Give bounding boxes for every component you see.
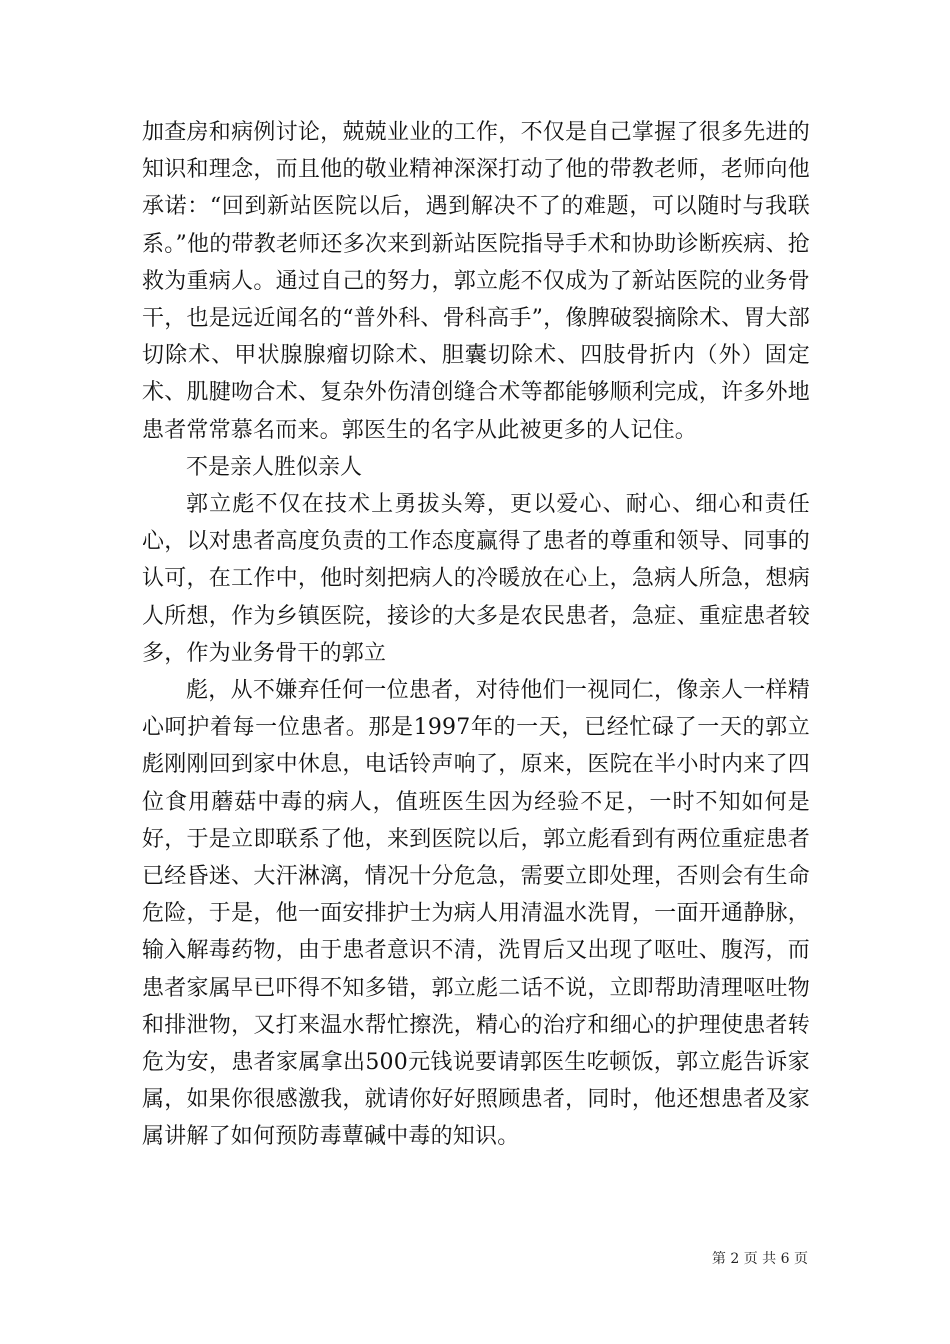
paragraph: 彪，从不嫌弃任何一位患者，对待他们一视同仁，像亲人一样精心呵护着每一位患者。那是1997年的一天，已经忙碌了一天的郭立彪刚刚回到家中休息，电话铃声响了，原来，医院在半小时内来了四位食用蘑菇中毒的病人，值班医生因为经验不足，一时不知如何是好，于是立即联系了他，来到医院以后，郭立彪看到有两位重症患者已经昏迷、大汗淋漓，情况十分危急，需要立即处理，否则会有生命危险，于是，他一面安排护士为病人用清温水洗胃，一面开通静脉，输入解毒药物，由于患者意识不清，洗胃后又出现了呕吐、腹泻，而患者家属早已吓得不知多错，郭立彪二话不说，立即帮助清理呕吐物和排泄物，又打来温水帮忙擦洗，精心的治疗和细心的护理使患者转危为安，患者家属拿出500元钱说要请郭医生吃顿饭，郭立彪告诉家属，如果你很感激我，就请你好好照顾患者，同时，他还想患者及家属讲解了如何预防毒蕈碱中毒的知识。 [142, 678, 810, 1150]
section-heading: 不是亲人胜似亲人 [186, 454, 363, 480]
page-number: 第 2 页 共 6 页 [711, 1251, 808, 1267]
paragraph: 郭立彪不仅在技术上勇拔头筹，更以爱心、耐心、细心和责任心，以对患者高度负责的工作态度赢得了患者的尊重和领导、同事的认可，在工作中，他时刻把病人的冷暖放在心上，急病人所急，想病人所想，作为乡镇医院，接诊的大多是农民患者，急症、重症患者较多，作为业务骨干的郭立 [142, 492, 810, 666]
document-body [142, 114, 810, 1156]
paragraph-continued: 加查房和病例讨论，兢兢业业的工作，不仅是自己掌握了很多先进的知识和理念，而且他的敬业精神深深打动了他的带教老师，老师向他承诺：“回到新站医院以后，遇到解决不了的难题，可以随时与我联系。”他的带教老师还多次来到新站医院指导手术和协助诊断疾病、抢救为重病人。通过自己的努力，郭立彪不仅成为了新站医院的业务骨干，也是远近闻名的“普外科、骨科高手”，像脾破裂摘除术、胃大部切除术、甲状腺腺瘤切除术、胆囊切除术、四肢骨折内（外）固定术、肌腱吻合术、复杂外伤清创缝合术等都能够顺利完成，许多外地患者常常慕名而来。郭医生的名字从此被更多的人记住。 [142, 120, 810, 443]
